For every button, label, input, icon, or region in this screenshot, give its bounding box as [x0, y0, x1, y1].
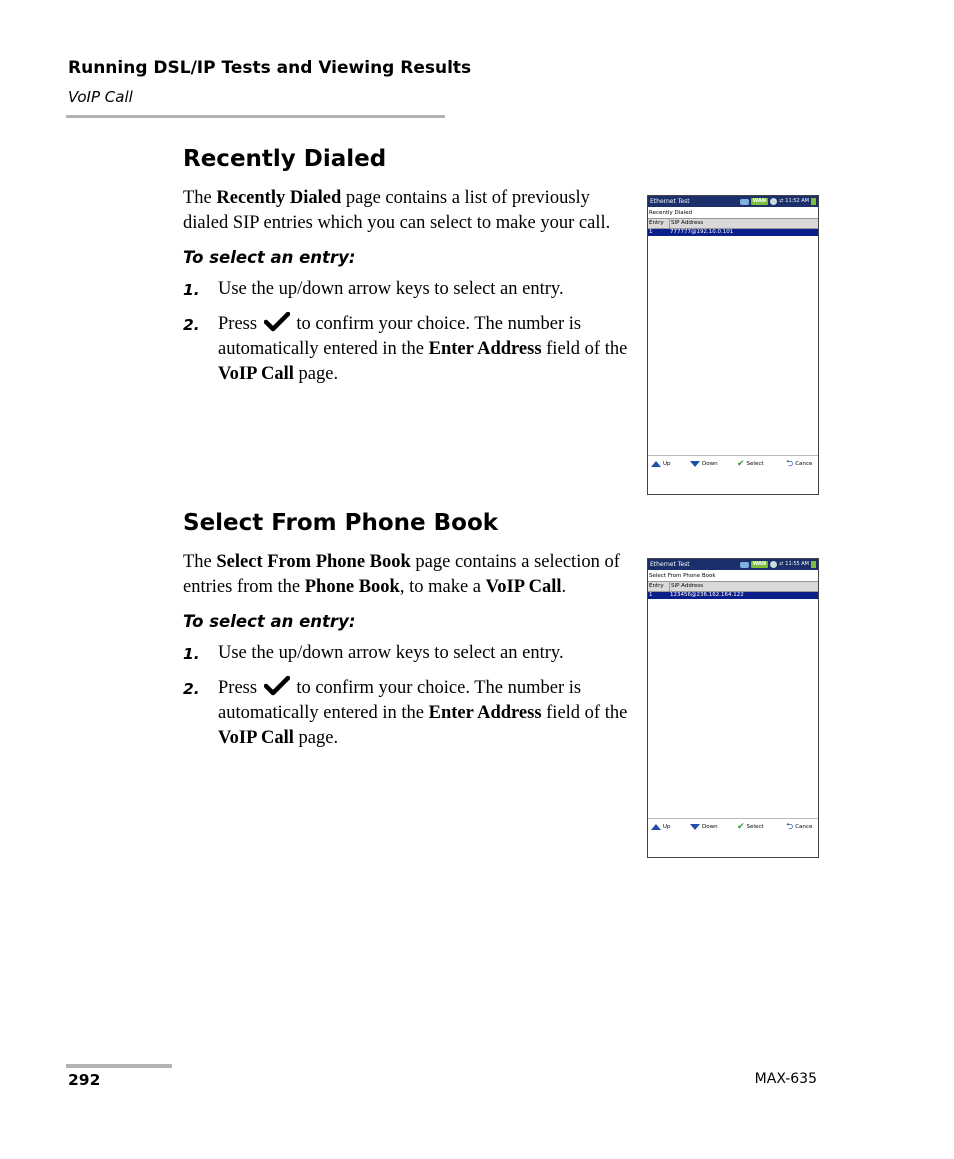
- transfer-icon: ⇄: [779, 561, 784, 567]
- procedure-title: To select an entry:: [183, 612, 356, 631]
- chapter-title: Running DSL/IP Tests and Viewing Results: [68, 58, 472, 78]
- product-name: MAX-635: [754, 1071, 817, 1087]
- back-arrow-icon: ⮌: [786, 459, 794, 469]
- step-2: 2. Press to confirm your choice. The number is automatically entered in the Enter Address field of the VoIP Call page.: [183, 678, 628, 748]
- cancel-button[interactable]: ⮌ Cance: [786, 459, 813, 469]
- checkmark-icon: [264, 676, 290, 696]
- check-icon: ✔: [737, 822, 745, 832]
- select-button[interactable]: ✔ Select: [737, 459, 764, 469]
- footer-rule: [66, 1064, 172, 1068]
- battery-icon: [811, 198, 816, 205]
- wan-badge: WAN: [752, 198, 767, 204]
- device-button-bar: [648, 818, 818, 835]
- up-button[interactable]: Up: [651, 824, 671, 830]
- header-rule: [66, 115, 445, 118]
- device-clock: 11:55 AM: [785, 561, 809, 567]
- intro-paragraph: The Recently Dialed page contains a list of previously dialed SIP entries which you can select to make your call.: [183, 188, 611, 233]
- device-table-header: Entry SIP Address: [648, 582, 818, 592]
- down-button[interactable]: Down: [690, 824, 718, 830]
- step-1: 1. Use the up/down arrow keys to select an entry.: [183, 643, 564, 663]
- phone-icon: [740, 199, 749, 205]
- device-page-label: Select From Phone Book: [648, 570, 818, 582]
- page-number: 292: [68, 1071, 101, 1089]
- device-title-bar: Ethernet Test WAN ⇄ 11:55 AM: [648, 559, 818, 570]
- device-title-bar: Ethernet Test WAN ⇄ 11:52 AM: [648, 196, 818, 207]
- device-button-bar: [648, 455, 818, 472]
- arrow-up-icon: [651, 824, 661, 830]
- step-1: 1. Use the up/down arrow keys to select an entry.: [183, 279, 564, 299]
- section-heading: Recently Dialed: [183, 146, 387, 172]
- back-arrow-icon: ⮌: [786, 822, 794, 832]
- checkmark-icon: [264, 312, 290, 332]
- section-heading: Select From Phone Book: [183, 510, 499, 536]
- section-subtitle: VoIP Call: [68, 88, 133, 106]
- wan-badge: WAN: [752, 561, 767, 567]
- cancel-button[interactable]: ⮌ Cance: [786, 822, 813, 832]
- transfer-icon: ⇄: [779, 198, 784, 204]
- device-table-header: Entry SIP Address: [648, 219, 818, 229]
- arrow-up-icon: [651, 461, 661, 467]
- phone-icon: [740, 562, 749, 568]
- device-clock: 11:52 AM: [785, 198, 809, 204]
- check-icon: ✔: [737, 459, 745, 469]
- table-row[interactable]: 1 123456@236.162.164.122: [648, 592, 818, 599]
- section-select-from-phone-book: [183, 510, 643, 751]
- arrow-down-icon: [690, 461, 700, 467]
- step-2: 2. Press to confirm your choice. The number is automatically entered in the Enter Address field of the VoIP Call page.: [183, 314, 628, 384]
- link-status-icon: [770, 561, 777, 568]
- intro-paragraph: The Select From Phone Book page contains a selection of entries from the Phone Book, to make a VoIP Call.: [183, 552, 620, 597]
- device-screenshot-recently-dialed: [647, 195, 819, 495]
- battery-icon: [811, 561, 816, 568]
- select-button[interactable]: ✔ Select: [737, 822, 764, 832]
- arrow-down-icon: [690, 824, 700, 830]
- device-screenshot-phone-book: [647, 558, 819, 858]
- down-button[interactable]: Down: [690, 461, 718, 467]
- device-page-label: Recently Dialed: [648, 207, 818, 219]
- section-recently-dialed: [183, 146, 643, 387]
- up-button[interactable]: Up: [651, 461, 671, 467]
- table-row[interactable]: 1 777777@192.10.0.101: [648, 229, 818, 236]
- link-status-icon: [770, 198, 777, 205]
- procedure-title: To select an entry:: [183, 248, 356, 267]
